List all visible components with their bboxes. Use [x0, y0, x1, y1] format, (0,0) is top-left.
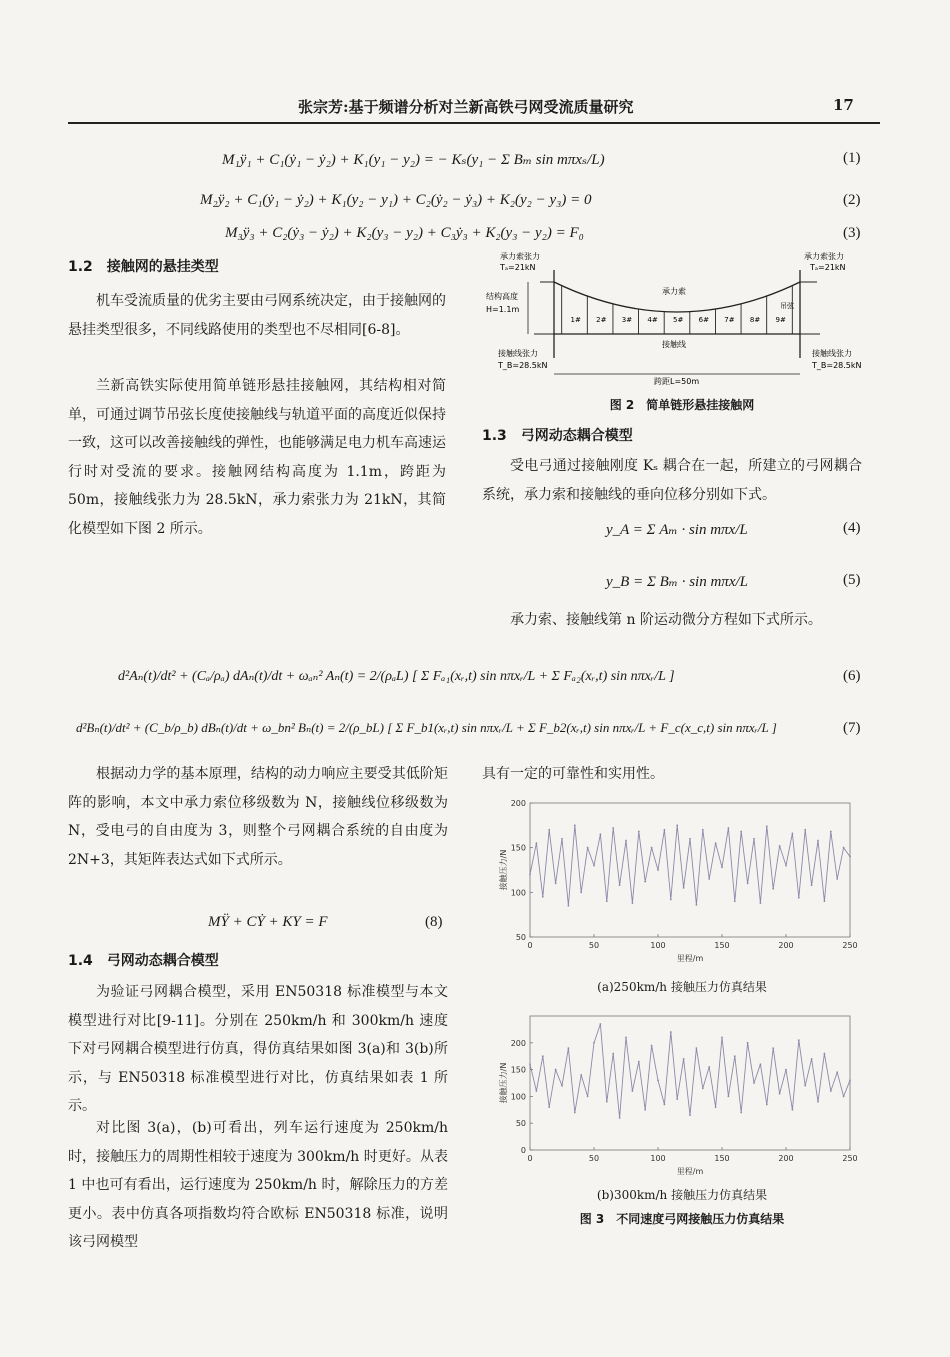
fig3a-data-point: [766, 825, 768, 827]
fig2-right-messenger-label: 承力索张力: [804, 252, 844, 261]
fig3a-data-point: [785, 865, 787, 867]
fig3b-data-point: [625, 1037, 627, 1039]
fig3a-x-tick-label: 100: [650, 941, 666, 950]
fig3a-data-point: [849, 856, 851, 858]
fig3b-data-point: [593, 1042, 595, 1044]
fig3b-data-point: [779, 1093, 781, 1095]
fig2-left-contact-value: T_B=28.5kN: [498, 361, 548, 370]
fig3a-data-point: [644, 881, 646, 883]
fig2-right-messenger-value: Tₐ=21kN: [810, 263, 846, 272]
fig2-dropper-number: 1#: [570, 316, 581, 324]
fig3a-data-point: [811, 884, 813, 886]
fig3b-data-point: [644, 1109, 646, 1111]
fig3b-data-point: [747, 1042, 749, 1044]
fig3b-data-point: [785, 1069, 787, 1071]
paragraph-validation: 为验证弓网耦合模型，采用 EN50318 标准模型与本文模型进行对比[9-11]。分别在 250km/h 和 300km/h 速度下对弓网耦合模型进行仿真，得仿真结果如图 3(a)和 3(b)所示，与 EN50318 标准模型进行对比，仿真结果如表 1 所示。: [68, 984, 448, 1114]
fig3b-data-point: [740, 1112, 742, 1114]
paragraph-coupling-model: 受电弓通过接触刚度 Kₛ 耦合在一起，所建立的弓网耦合系统，承力索和接触线的垂向位移分别如下式。: [482, 458, 862, 503]
fig2-right-contact-label: 接触线张力: [812, 349, 852, 358]
fig3a-data-point: [587, 847, 589, 849]
fig3b-y-tick-label: 200: [510, 1038, 526, 1048]
fig3a-data-point: [593, 865, 595, 867]
equation-3: M₃ÿ₃ + C₂(ẏ₃ − ẏ₂) + K₂(y₃ − y₂) + C₃ẏ₃ + K₂(y₃ − y₂) = F₀: [225, 225, 584, 241]
fig3a-data-point: [708, 878, 710, 880]
fig2-messenger-label: 承力索: [662, 287, 686, 296]
fig3b-series-line: [530, 1024, 850, 1118]
fig3a-data-point: [830, 831, 832, 833]
fig3a-data-point: [600, 833, 602, 835]
fig2-dropper-number: 7#: [724, 316, 735, 324]
fig3a-data-point: [548, 829, 550, 831]
figure-3a-caption: (a)250km/h 接触压力仿真结果: [597, 980, 767, 994]
fig3a-data-point: [536, 842, 538, 844]
fig3b-x-tick-label: 50: [588, 1154, 600, 1163]
paragraph-dof: 根据动力学的基本原理，结构的动力响应主要受其低阶矩阵的影响，本文中承力索位移级数为 N，接触线位移级数为 N，受电弓的自由度为 3，则整个弓网耦合系统的自由度为 2N+3，其矩阵表达式如下式所示。: [68, 766, 448, 868]
fig3b-data-point: [798, 1039, 800, 1041]
fig3b-data-point: [638, 1061, 640, 1063]
fig3a-data-point: [740, 831, 742, 833]
equation-7: d²Bₙ(t)/dt² + (C_b/ρ_b) dBₙ(t)/dt + ω_bn² Bₙ(t) = 2/(ρ_bL) [ Σ F_b1(xᵣ,t) sin nπxᵣ/L + Σ F_b2(xᵣ,t) sin nπxᵣ/L + F_c(x_c,t) sin nπxᵣ/L ]: [76, 720, 777, 735]
paragraph-suspension-intro: 机车受流质量的优劣主要由弓网系统决定，由于接触网的悬挂类型很多，不同线路使用的类型也不尽相同[6-8]。: [68, 293, 446, 338]
figure-3-caption: 图 3 不同速度弓网接触压力仿真结果: [579, 1212, 785, 1226]
fig3a-data-point: [561, 838, 563, 840]
fig3a-x-axis-label: 里程/m: [676, 954, 704, 963]
equation-3-number: (3): [843, 225, 861, 241]
equation-4-number: (4): [843, 520, 861, 536]
fig3b-data-point: [689, 1114, 691, 1116]
fig3b-data-point: [670, 1031, 672, 1033]
fig2-span-label: 跨距L=50m: [654, 377, 700, 386]
fig3b-data-point: [817, 1101, 819, 1103]
fig3a-y-tick-label: 150: [510, 843, 526, 853]
header-rule: [68, 122, 880, 124]
fig2-dropper-number: 4#: [647, 316, 658, 324]
fig3b-data-point: [555, 1069, 557, 1071]
fig3a-data-point: [689, 838, 691, 840]
fig3a-data-point: [804, 829, 806, 831]
fig3b-data-point: [849, 1079, 851, 1081]
fig2-height-value: H=1.1m: [486, 305, 520, 314]
section-1-4-heading: 1.4 弓网动态耦合模型: [68, 953, 219, 969]
fig3a-data-point: [753, 838, 755, 840]
fig3a-x-tick-label: 150: [714, 941, 730, 950]
fig3b-data-point: [651, 1045, 653, 1047]
fig3b-data-point: [619, 1117, 621, 1119]
fig3b-data-point: [734, 1055, 736, 1057]
fig3a-data-point: [843, 847, 845, 849]
fig3b-data-point: [708, 1066, 710, 1068]
equation-8-number: (8): [425, 914, 443, 930]
fig3b-data-point: [676, 1098, 678, 1100]
fig3b-y-tick-label: 0: [520, 1146, 526, 1155]
fig2-dropper-number: 2#: [596, 316, 607, 324]
fig2-dropper-number: 6#: [698, 316, 709, 324]
fig3a-data-point: [728, 827, 730, 829]
fig3a-data-point: [670, 899, 672, 901]
fig2-dropper-number: 5#: [673, 316, 684, 324]
fig2-height-label: 结构高度: [486, 292, 518, 301]
fig2-dropper-label: 吊弦: [780, 302, 794, 310]
paragraph-comparison: 对比图 3(a)，(b)可看出，列车运行速度为 250km/h 时，接触压力的周期性相较于速度为 300km/h 时更好。从表 1 中也可有看出，运行速度为 250km/h 时，解除压力的方差更小。表中仿真各项指数均符合欧标 EN50318 标准，说明该弓网模型: [68, 1120, 448, 1250]
fig3a-x-tick-label: 200: [778, 941, 794, 950]
fig3a-data-point: [619, 884, 621, 886]
fig3a-data-point: [638, 831, 640, 833]
fig3b-x-tick-label: 200: [778, 1154, 794, 1163]
fig3a-data-point: [734, 900, 736, 902]
fig3b-x-tick-label: 250: [842, 1154, 858, 1163]
fig3a-data-point: [792, 832, 794, 834]
fig3b-data-point: [830, 1090, 832, 1092]
fig3b-data-point: [536, 1090, 538, 1092]
equation-6-number: (6): [843, 668, 861, 684]
fig3b-data-point: [721, 1037, 723, 1039]
fig3b-data-point: [606, 1101, 608, 1103]
equation-2-number: (2): [843, 192, 861, 208]
section-1-3-heading: 1.3 弓网动态耦合模型: [482, 428, 633, 444]
section-1-2-heading: 1.2 接触网的悬挂类型: [68, 259, 219, 275]
fig3b-data-point: [632, 1090, 634, 1092]
fig3a-data-point: [696, 904, 698, 906]
fig3b-data-point: [792, 1109, 794, 1111]
fig3b-x-tick-label: 150: [714, 1154, 730, 1163]
fig2-contact-label: 接触线: [662, 340, 686, 349]
fig3a-data-point: [612, 827, 614, 829]
figure-2-caption: 图 2 简单链形悬挂接触网: [609, 398, 755, 412]
fig3a-y-tick-label: 100: [510, 888, 526, 898]
fig2-right-contact-value: T_B=28.5kN: [812, 361, 862, 370]
fig2-dropper-number: 9#: [775, 316, 786, 324]
running-header-title: 张宗芳:基于频谱分析对兰新高铁弓网受流质量研究: [298, 98, 634, 116]
fig3a-x-tick-label: 0: [527, 941, 533, 950]
fig3a-x-tick-label: 250: [842, 941, 858, 950]
figure-3a-chart: [492, 795, 864, 967]
fig3a-data-point: [555, 883, 557, 885]
fig3a-data-point: [798, 897, 800, 899]
equation-5-number: (5): [843, 572, 861, 588]
fig3a-y-tick-label: 200: [510, 799, 526, 808]
fig3a-data-point: [580, 891, 582, 893]
fig3b-data-point: [760, 1063, 762, 1065]
fig3a-data-point: [772, 888, 774, 890]
fig3b-data-point: [664, 1104, 666, 1106]
fig2-dropper-number: 3#: [621, 316, 633, 324]
fig3a-data-point: [760, 902, 762, 904]
fig3b-data-point: [804, 1085, 806, 1087]
fig3a-data-point: [568, 905, 570, 907]
fig3a-y-axis-label: 接触压力/N: [499, 849, 508, 891]
fig3b-data-point: [529, 1063, 531, 1065]
fig3a-data-point: [824, 900, 826, 902]
fig3a-data-point: [529, 874, 531, 876]
figure-2-catenary-diagram: [482, 250, 882, 390]
fig3b-plot-frame: [530, 1016, 850, 1150]
fig3a-data-point: [651, 847, 653, 849]
equation-4: y_A = Σ Aₘ · sin mπx/L: [606, 522, 748, 538]
fig3a-data-point: [779, 845, 781, 847]
fig3a-data-point: [542, 896, 544, 898]
paragraph-nth-order-equations: 承力索、接触线第 n 阶运动微分方程如下式所示。: [510, 612, 822, 628]
equation-1-number: (1): [843, 150, 861, 166]
fig3b-data-point: [696, 1047, 698, 1049]
fig2-left-messenger-value: Tₐ=21kN: [500, 263, 536, 272]
fig3a-x-tick-label: 50: [588, 941, 600, 950]
fig3a-data-point: [625, 840, 627, 842]
equation-6: d²Aₙ(t)/dt² + (Cₐ/ρₐ) dAₙ(t)/dt + ωₐₙ² Aₙ(t) = 2/(ρₐL) [ Σ Fₐ₁(xᵣ,t) sin nπxᵣ/L + Σ Fₐ₂(xᵣ,t) sin nπxᵣ/L ]: [118, 669, 675, 684]
fig3b-data-point: [715, 1106, 717, 1108]
fig3b-y-axis-label: 接触压力/N: [499, 1062, 508, 1104]
fig3b-x-axis-label: 里程/m: [676, 1167, 704, 1176]
fig3b-data-point: [600, 1023, 602, 1025]
fig3b-data-point: [772, 1047, 774, 1049]
figure-3b-chart: [492, 1008, 864, 1180]
fig3b-data-point: [542, 1055, 544, 1057]
fig3b-data-point: [657, 1079, 659, 1081]
fig3a-data-point: [676, 824, 678, 826]
equation-2: M₂ÿ₂ + C₁(ẏ₁ − ẏ₂) + K₁(y₂ − y₁) + C₂(ẏ₂ − ẏ₃) + K₂(y₂ − y₃) = 0: [200, 192, 592, 208]
fig3b-data-point: [568, 1047, 570, 1049]
fig3b-data-point: [836, 1071, 838, 1073]
fig3b-data-point: [587, 1096, 589, 1098]
fig3a-data-point: [702, 829, 704, 831]
equation-5: y_B = Σ Bₘ · sin mπx/L: [606, 574, 748, 590]
fig3b-data-point: [753, 1082, 755, 1084]
fig3b-data-point: [728, 1096, 730, 1098]
fig3a-plot-frame: [530, 803, 850, 937]
paragraph-reliability: 具有一定的可靠性和实用性。: [482, 766, 664, 782]
fig3b-y-tick-label: 150: [510, 1065, 526, 1075]
fig3b-y-tick-label: 100: [510, 1092, 526, 1102]
fig3a-y-tick-label: 50: [515, 933, 526, 942]
figure-3b-caption: (b)300km/h 接触压力仿真结果: [596, 1188, 768, 1202]
fig3a-data-point: [817, 840, 819, 842]
fig2-left-messenger-label: 承力索张力: [500, 252, 540, 261]
fig3a-data-point: [721, 866, 723, 868]
fig3a-data-point: [836, 878, 838, 880]
fig3b-data-point: [843, 1096, 845, 1098]
fig2-dropper-number: 8#: [749, 316, 761, 324]
equation-7-number: (7): [843, 720, 861, 736]
fig3a-series-line: [530, 825, 850, 905]
fig3b-x-tick-label: 100: [650, 1154, 666, 1163]
fig3b-data-point: [580, 1074, 582, 1076]
fig3a-data-point: [715, 842, 717, 844]
paragraph-lanxin-catenary: 兰新高铁实际使用简单链形悬挂接触网，其结构相对简单，可通过调节吊弦长度使接触线与轨道平面的高度近似保持一致，这可以改善接触线的弹性，也能够满足电力机车高速运行时对受流的要求。接触网结构高度为 1.1m，跨距为 50m，接触线张力为 28.5kN，承力索张力为 21kN，其简化模型如下图 2 所示。: [68, 378, 446, 537]
fig3b-data-point: [811, 1058, 813, 1060]
fig3b-data-point: [561, 1085, 563, 1087]
fig3a-data-point: [574, 824, 576, 826]
fig3a-data-point: [657, 869, 659, 871]
equation-1: M₁ÿ₁ + C₁(ẏ₁ − ẏ₂) + K₁(y₁ − y₂) = − Kₛ(y₁ − Σ Bₘ sin mπxₛ/L): [222, 152, 605, 168]
page-number: 17: [833, 96, 854, 114]
fig3b-data-point: [702, 1087, 704, 1089]
fig3b-data-point: [824, 1053, 826, 1055]
fig3b-x-tick-label: 0: [527, 1154, 533, 1163]
fig3b-data-point: [766, 1104, 768, 1106]
fig3b-data-point: [574, 1112, 576, 1114]
fig3a-data-point: [747, 883, 749, 885]
fig3b-data-point: [612, 1053, 614, 1055]
fig3b-y-tick-label: 50: [515, 1119, 526, 1129]
fig3a-data-point: [683, 887, 685, 889]
fig2-left-contact-label: 接触线张力: [498, 349, 538, 358]
fig3a-data-point: [606, 900, 608, 902]
equation-8: MŸ + CẎ + KY = F: [208, 914, 328, 930]
fig3a-data-point: [664, 829, 666, 831]
fig3b-data-point: [548, 1106, 550, 1108]
fig3a-data-point: [632, 902, 634, 904]
fig3b-data-point: [683, 1058, 685, 1060]
